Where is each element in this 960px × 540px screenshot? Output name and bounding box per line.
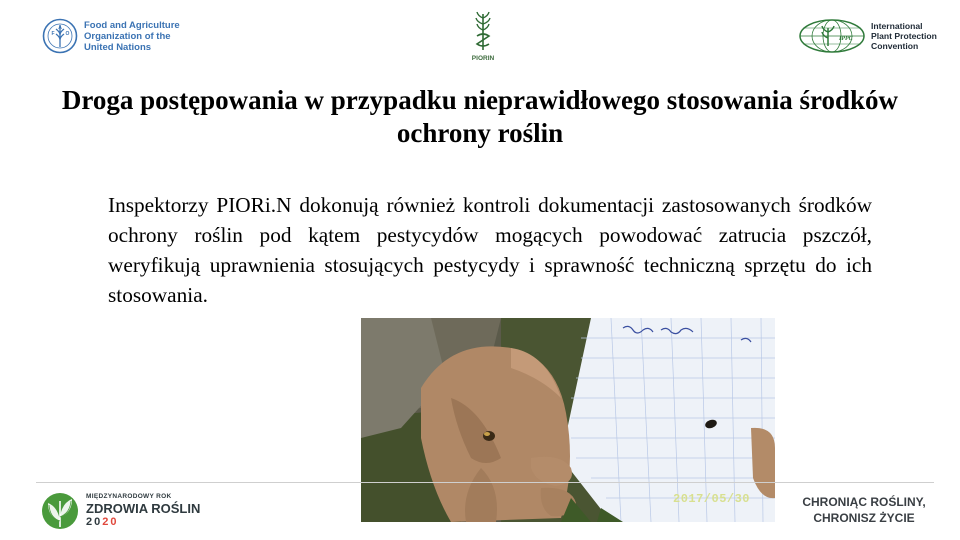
iyph-leaf-icon bbox=[40, 491, 80, 531]
footer-slogan bbox=[794, 494, 934, 526]
svg-text:IPPC: IPPC bbox=[839, 36, 853, 42]
ippc-logo bbox=[798, 16, 948, 56]
iyph-year bbox=[86, 516, 200, 529]
svg-text:O: O bbox=[65, 31, 70, 37]
slide-body-text: Inspektorzy PIORi.N dokonują również kontroli dokumentacji zastosowanych środków ochrony roślin pod kątem pestycydów mogących powodować zatrucia pszczół, weryfikują uprawnienia stosujących pestycydy i sprawność techniczną sprzętu do ich stosowania. bbox=[108, 193, 872, 307]
fao-logo bbox=[42, 16, 192, 56]
ippc-name bbox=[871, 21, 937, 51]
iyph-year-part: 20 bbox=[102, 516, 119, 528]
slogan-line: CHRONIĄC ROŚLINY, bbox=[802, 495, 926, 509]
ippc-name-line: International bbox=[871, 21, 923, 31]
iyph-year-part: 20 bbox=[86, 516, 103, 528]
iyph-logo bbox=[40, 490, 240, 532]
fao-name bbox=[84, 20, 180, 53]
fao-name-line: United Nations bbox=[84, 41, 152, 53]
piorin-logo bbox=[460, 10, 506, 66]
piorin-label: PIORIN bbox=[471, 55, 495, 62]
ippc-name-line: Plant Protection bbox=[871, 31, 937, 41]
ippc-name-line: Convention bbox=[871, 41, 919, 51]
footer-divider bbox=[36, 482, 934, 483]
slide-title: Droga postępowania w przypadku nieprawidłowego stosowania środków ochrony roślin bbox=[61, 85, 899, 148]
ippc-emblem-icon bbox=[798, 18, 866, 54]
fao-emblem-icon bbox=[42, 18, 78, 54]
hand-with-dead-bee-photo bbox=[361, 318, 775, 522]
svg-text:A: A bbox=[58, 25, 62, 31]
svg-text:F: F bbox=[51, 31, 55, 37]
iyph-big-label: ZDROWIA ROŚLIN bbox=[86, 501, 201, 516]
slogan-line: CHRONISZ ŻYCIE bbox=[813, 511, 915, 525]
iyph-text bbox=[86, 493, 200, 529]
fao-name-line: Organization of the bbox=[84, 30, 171, 42]
piorin-emblem-icon bbox=[468, 10, 498, 54]
photo-date-stamp: 2017/05/30 bbox=[673, 492, 751, 506]
fao-name-line: Food and Agriculture bbox=[84, 19, 180, 31]
iyph-small-label: MIĘDZYNARODOWY ROK bbox=[86, 493, 172, 500]
